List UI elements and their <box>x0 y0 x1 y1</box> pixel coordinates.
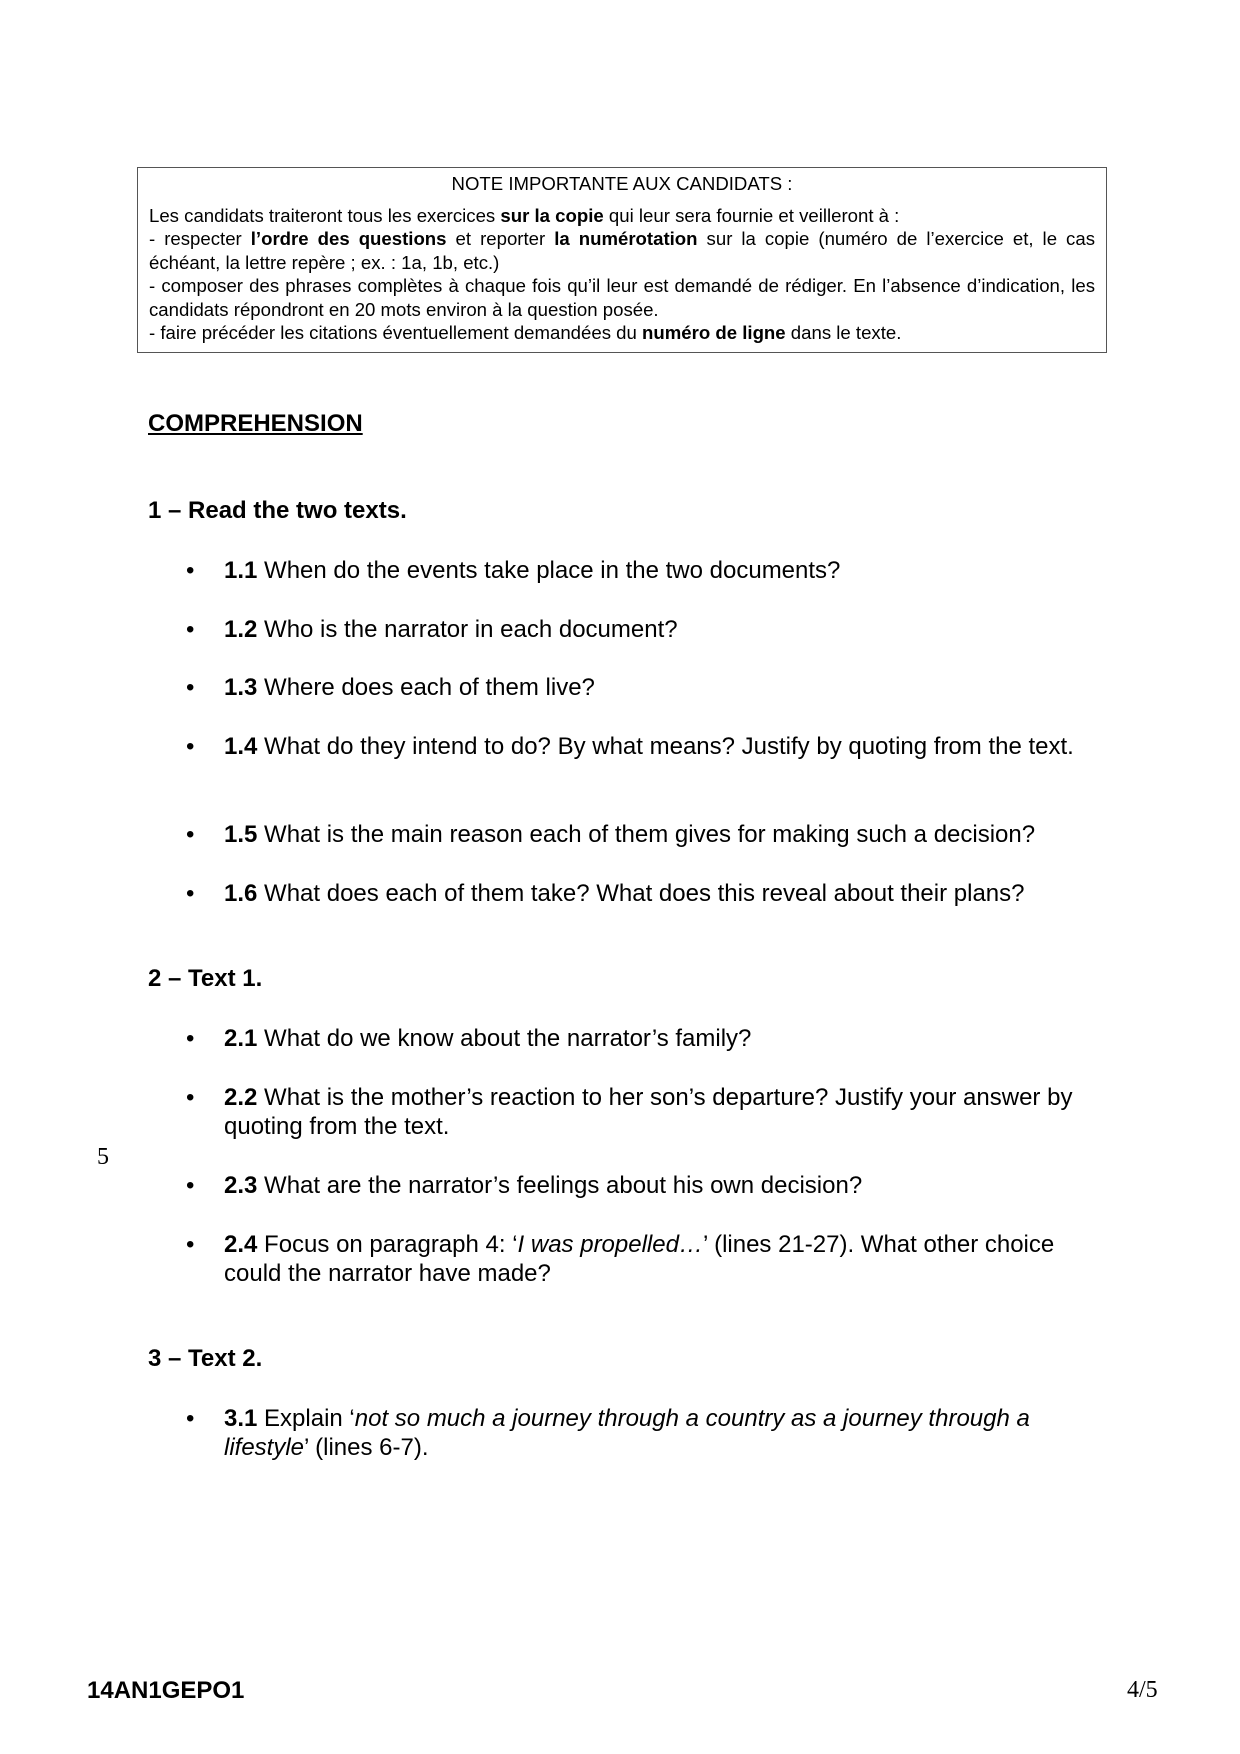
question-number: 1.5 <box>224 821 258 848</box>
page-number: 4/5 <box>1127 1677 1158 1703</box>
bullet-icon: • <box>186 616 195 643</box>
question-item <box>186 820 1106 849</box>
question-number: 1.3 <box>224 674 258 701</box>
note-line-3: - composer des phrases complètes à chaque fois qu’il leur est demandé de rédiger. En l’absence d’indication, les candidats répondront en 20 mots environ à la question posée. <box>149 275 1095 320</box>
question-text: What do they intend to do? By what means? Justify by quoting from the text. <box>257 733 1074 760</box>
bullet-icon: • <box>186 1405 195 1432</box>
part-heading: 3 – Text 2. <box>148 1345 263 1372</box>
question-item <box>186 1024 1106 1053</box>
quoted-text: I was propelled… <box>517 1231 703 1258</box>
question-number: 2.1 <box>224 1025 258 1052</box>
note-title: NOTE IMPORTANTE AUX CANDIDATS : <box>451 173 793 194</box>
note-line-4 <box>149 321 1095 345</box>
note-emphasis: l’ordre des questions <box>250 228 447 249</box>
question-number: 2.2 <box>224 1084 258 1111</box>
bullet-icon: • <box>186 1172 195 1199</box>
note-text: - faire précéder les citations éventuellement demandées du <box>149 322 643 343</box>
question-number: 2.3 <box>224 1172 258 1199</box>
bullet-icon: • <box>186 1084 195 1111</box>
note-text: et reporter <box>446 228 555 249</box>
note-emphasis: la numérotation <box>554 228 698 249</box>
question-text: When do the events take place in the two documents? <box>257 557 841 584</box>
question-text: ’ (lines 21-27). What other choice could the narrator have made? <box>224 1231 1055 1287</box>
question-number: 2.4 <box>224 1231 258 1258</box>
note-text: sur la copie (numéro de l’exercice et, le cas échéant, la lettre repère ; ex. : 1a, 1b, etc.) <box>149 228 1095 273</box>
question-text: Who is the narrator in each document? <box>257 616 678 643</box>
note-emphasis: sur la copie <box>500 204 604 226</box>
bullet-icon: • <box>186 674 195 701</box>
question-number: 1.4 <box>224 733 258 760</box>
part-heading: 2 – Text 1. <box>148 965 263 992</box>
question-item <box>186 673 1106 702</box>
note-emphasis: numéro de ligne <box>642 322 786 343</box>
quoted-text: not so much a journey through a country as a journey through a lifestyle <box>224 1405 1030 1461</box>
question-text: Where does each of them live? <box>257 674 595 701</box>
question-item <box>186 1230 1106 1288</box>
note-text: dans le texte. <box>785 322 902 343</box>
margin-line-number: 5 <box>97 1144 109 1170</box>
question-text: Explain ‘ <box>257 1405 355 1432</box>
bullet-icon: • <box>186 1231 195 1258</box>
note-text: Les candidats traiteront tous les exercices <box>149 204 501 226</box>
question-number: 1.6 <box>224 880 258 907</box>
question-item <box>186 556 1106 585</box>
candidate-note-box <box>137 167 1107 353</box>
question-item <box>186 732 1106 761</box>
note-line-1 <box>149 204 1095 228</box>
bullet-icon: • <box>186 880 195 907</box>
question-text: ’ (lines 6-7). <box>304 1434 429 1461</box>
part-heading: 1 – Read the two texts. <box>148 497 407 524</box>
note-text: qui leur sera fournie et veilleront à : <box>603 204 900 226</box>
note-line-2 <box>149 227 1095 274</box>
question-text: What is the mother’s reaction to her son’s departure? Justify your answer by quoting from the text. <box>224 1084 1073 1140</box>
question-text: What are the narrator’s feelings about his own decision? <box>257 1172 863 1199</box>
bullet-icon: • <box>186 821 195 848</box>
note-text: - respecter <box>149 228 251 249</box>
question-number: 1.1 <box>224 557 258 584</box>
question-text: Focus on paragraph 4: ‘ <box>257 1231 518 1258</box>
section-title: COMPREHENSION <box>148 410 363 437</box>
question-number: 1.2 <box>224 616 258 643</box>
question-text: What does each of them take? What does this reveal about their plans? <box>257 880 1025 907</box>
question-item <box>186 1171 1106 1200</box>
question-item <box>186 615 1106 644</box>
bullet-icon: • <box>186 1025 195 1052</box>
exam-code: 14AN1GEPO1 <box>87 1677 245 1704</box>
question-item <box>186 1404 1106 1462</box>
question-text: What is the main reason each of them gives for making such a decision? <box>257 821 1036 848</box>
question-item <box>186 879 1106 908</box>
bullet-icon: • <box>186 557 195 584</box>
question-number: 3.1 <box>224 1405 258 1432</box>
question-text: What do we know about the narrator’s family? <box>257 1025 752 1052</box>
question-item <box>186 1083 1106 1141</box>
bullet-icon: • <box>186 733 195 760</box>
